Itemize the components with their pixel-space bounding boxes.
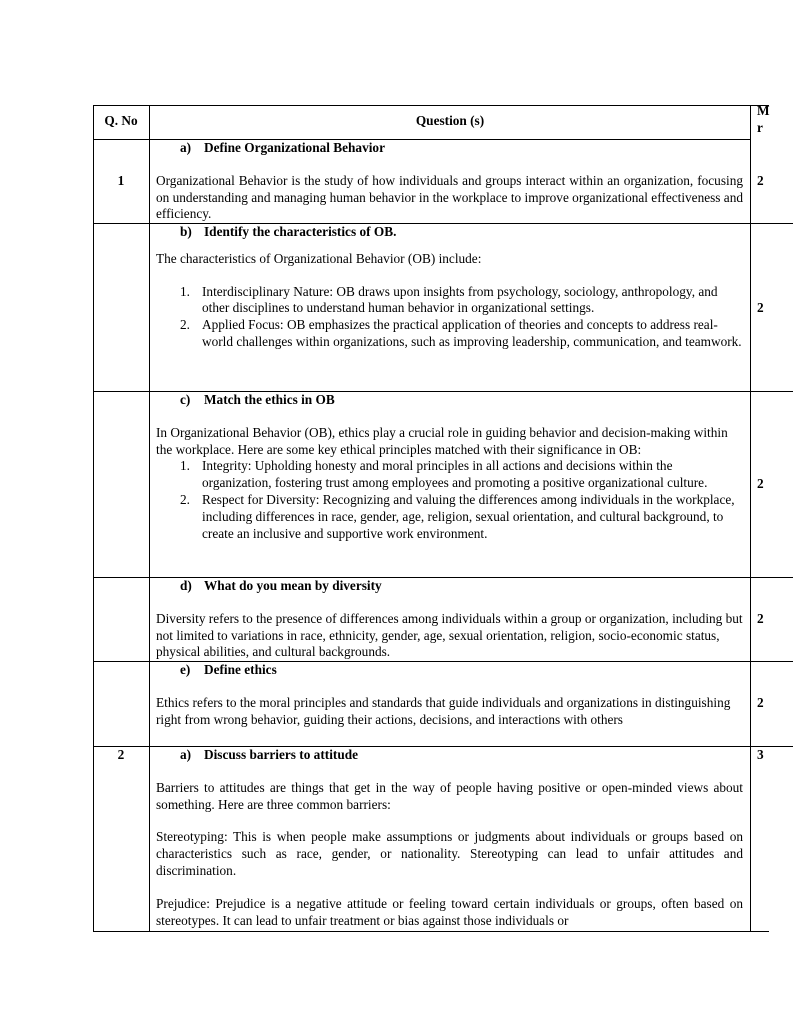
marks-value: 2 (757, 476, 764, 491)
list-item: 1. Interdisciplinary Nature: OB draws upon insights from psychology, sociology, anthropology, and other disciplines to understand human behavior in organizational settings. (180, 283, 718, 316)
list-item: 2. Respect for Diversity: Recognizing and valuing the differences among individuals in the workplace, including differences in race, gender, age, religion, sexual orientation, and cultural background, to create an inclusive and supportive work environment. (180, 491, 735, 541)
answer-text: Ethics refers to the moral principles and standards that guide individuals and organizations in distinguishing right from wrong behavior, guiding their actions, decisions, and interactions with others (156, 694, 731, 727)
answer-text: Organizational Behavior is the study of how individuals and groups interact within an organization, focusing on understanding and managing human behavior in the workplace to improve organizational effectiveness and efficiency. (156, 172, 743, 222)
header-marks (757, 103, 770, 137)
header-marks-line1: M (757, 103, 770, 118)
marks-value: 3 (757, 747, 764, 762)
question-title: c) Match the ethics in OB (180, 392, 335, 407)
column-divider-marks (750, 105, 751, 931)
question-number: 1 (117, 173, 125, 188)
list-item: 1. Integrity: Upholding honesty and moral principles in all actions and decisions within the organization, fostering trust among employees and promoting a positive organizational culture. (180, 458, 708, 491)
answer-intro: Barriers to attitudes are things that get in the way of people having positive or open-minded views about something. Here are three common barriers: (156, 779, 743, 812)
question-title: d) What do you mean by diversity (180, 578, 382, 593)
question-title: b) Identify the characteristics of OB. (180, 224, 397, 239)
answer-intro: The characteristics of Organizational Behavior (OB) include: (156, 250, 482, 266)
row-1e-content (156, 662, 743, 728)
question-number: 2 (117, 747, 125, 762)
header-qno: Q. No (104, 113, 138, 128)
column-divider-qno (149, 105, 150, 931)
marks-value: 2 (757, 300, 764, 315)
marks-value: 2 (757, 695, 764, 710)
marks-value: 2 (757, 611, 764, 626)
answer-table (93, 105, 793, 931)
row-2a-content (156, 747, 743, 929)
question-title: a) Define Organizational Behavior (180, 140, 385, 155)
answer-list (156, 458, 743, 542)
answer-paragraph: Prejudice: Prejudice is a negative attitude or feeling toward certain individuals or groups, often based on stereotypes. It can lead to unfair treatment or bias against those individuals or (156, 895, 743, 928)
answer-intro: In Organizational Behavior (OB), ethics play a crucial role in guiding behavior and decision-making within the workplace. Here are some key ethical principles matched with their significance in OB: (156, 424, 728, 457)
row-1b-content (156, 224, 743, 351)
answer-text: Diversity refers to the presence of differences among individuals within a group or organization, including but not limited to variations in race, ethnicity, gender, age, sexual orientation, religion, socio-economic status, physical abilities, and cultural backgrounds. (156, 610, 743, 660)
answer-list (156, 284, 743, 351)
row-1c-content (156, 392, 743, 542)
list-item: 2. Applied Focus: OB emphasizes the practical application of theories and concepts to address real-world challenges within organizations, such as improving leadership, communication, and teamwork. (180, 317, 742, 349)
header-question: Question (s) (415, 113, 485, 128)
marks-value: 2 (757, 173, 764, 188)
question-title: e) Define ethics (180, 662, 277, 677)
question-title: a) Discuss barriers to attitude (180, 747, 359, 762)
row-1d-content (156, 578, 743, 661)
row-1a-content (156, 140, 743, 223)
header-marks-line2: r (757, 119, 763, 135)
answer-paragraph: Stereotyping: This is when people make assumptions or judgments about individuals or groups based on characteristics such as race, gender, or nationality. Stereotyping can lead to unfair attitudes and discrimination. (156, 829, 743, 878)
